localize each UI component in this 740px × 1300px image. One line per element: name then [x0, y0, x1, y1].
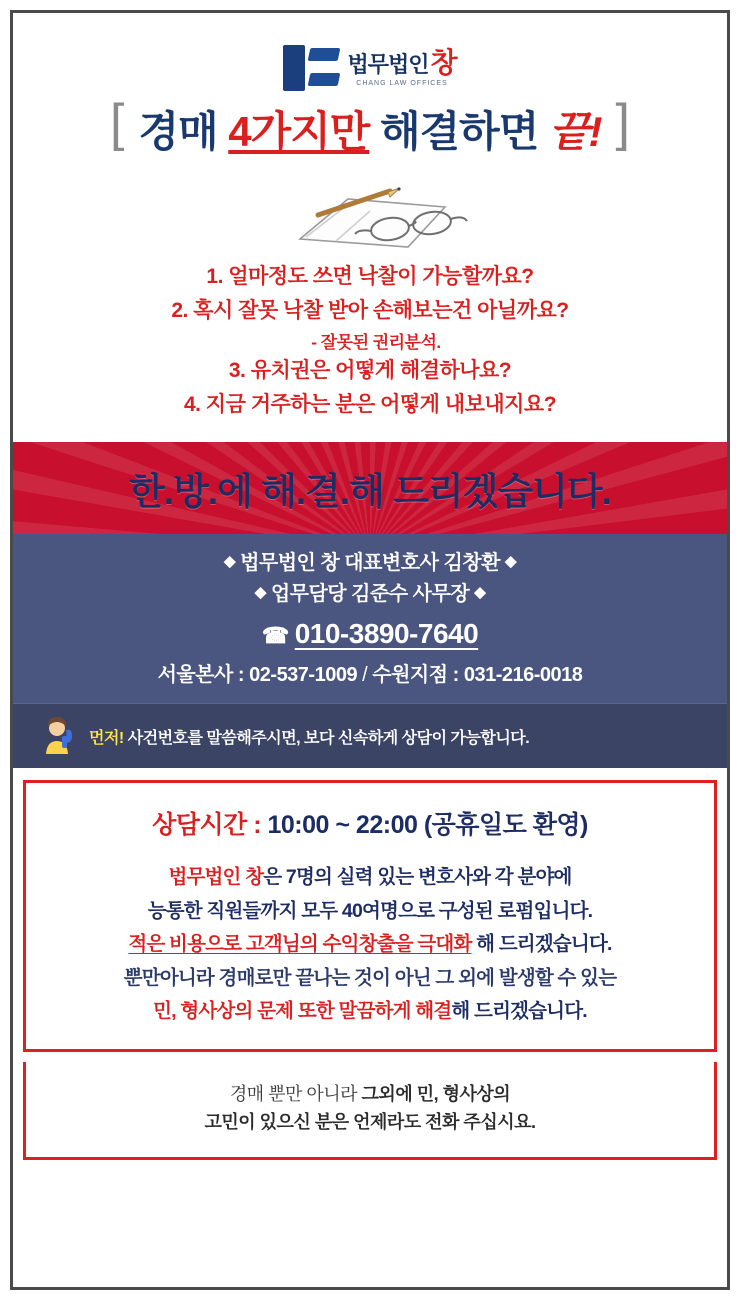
logo-area	[13, 13, 727, 93]
footer-line	[36, 1108, 704, 1137]
red-slogan-banner	[13, 442, 727, 534]
description-line	[36, 895, 704, 929]
question-item	[206, 261, 533, 293]
question-text: 지금 거주하는 분은 어떻게 내보내지요?	[205, 392, 557, 416]
footer-segment: 고민이 있으신 분은 언제라도 전화 주십시요.	[204, 1112, 536, 1133]
headline-part-4: 끝!	[548, 108, 602, 155]
notepad-glasses-icon	[240, 177, 500, 255]
logo-english-name: CHANG LAW OFFICES	[356, 80, 448, 87]
description-paragraph	[36, 861, 704, 1029]
question-number: 1.	[206, 265, 223, 288]
notice-emphasis: 먼저!	[89, 729, 124, 747]
diamond-icon: ◆	[254, 584, 266, 601]
question-text: 얼마정도 쓰면 낙찰이 가능할까요?	[228, 265, 534, 288]
contact-block	[13, 534, 727, 703]
question-number: 2.	[171, 298, 188, 322]
branch-separator: /	[357, 664, 373, 686]
primary-phone-number[interactable]	[13, 618, 727, 650]
suwon-office-label: 수원지점 :	[372, 664, 464, 686]
logo-korean-main: 법무법인	[347, 52, 429, 77]
description-line	[36, 928, 704, 962]
description-line	[36, 962, 704, 996]
footer-segment: 경매 뿐만 아니라	[229, 1083, 362, 1104]
description-segment: 은 7명의 실력 있는 변호사와 각 분야에	[263, 866, 572, 888]
bracket-right: ]	[615, 94, 630, 152]
logo-korean-accent: 창	[430, 47, 457, 78]
notice-body: 사건번호를 말씀해주시면, 보다 신속하게 상담이 가능합니다.	[123, 729, 530, 747]
telephone-icon: ☎	[261, 623, 289, 648]
poster-frame	[10, 10, 730, 1290]
notepad-glasses-illustration	[13, 177, 727, 255]
description-line	[36, 861, 704, 895]
consultation-label: 상담시간 :	[152, 811, 268, 839]
footer-line	[36, 1080, 704, 1109]
question-item	[171, 295, 568, 327]
consultation-hours	[36, 805, 704, 841]
consultation-hours-value: 10:00 ~ 22:00	[267, 811, 418, 839]
question-text: 유치권은 어떻게 해결하나요?	[250, 359, 512, 382]
headline-text	[138, 99, 601, 159]
diamond-icon: ◆	[474, 584, 486, 601]
question-list	[13, 261, 727, 420]
description-segment: 민, 형사상의 문제 또한 말끔하게 해결	[153, 1000, 452, 1023]
description-line	[36, 995, 704, 1029]
footer-segment-bold: 그외에 민, 형사상의	[361, 1083, 511, 1104]
logo-text	[347, 49, 456, 87]
logo-korean-name	[347, 49, 456, 77]
notice-strip	[13, 703, 727, 768]
diamond-icon: ◆	[504, 553, 517, 570]
headline-part-2: 4가지만	[228, 108, 370, 155]
consultation-note: (공휴일도 환영)	[417, 811, 588, 839]
headline	[13, 94, 727, 159]
description-segment: 해 드리겠습니다.	[451, 1000, 587, 1023]
bracket-left: [	[109, 94, 125, 152]
question-number: 3.	[228, 359, 246, 382]
question-item	[184, 389, 556, 421]
question-item	[229, 355, 511, 387]
question-subnote: - 잘못된 권리분석.	[311, 333, 441, 352]
description-segment: 뿐만아니라 경매로만 끝나는 것이 아닌 그 외에 발생할 수 있는	[123, 966, 617, 989]
description-segment: 법무법인 창	[168, 866, 264, 888]
notice-text	[89, 725, 529, 748]
company-logo	[283, 45, 456, 91]
diamond-icon: ◆	[223, 553, 236, 570]
headline-part-3: 해결하면	[369, 108, 549, 155]
slogan-text: 한.방.에 해.결.해 드리겠습니다.	[129, 471, 611, 512]
phone-operator-icon	[37, 716, 77, 756]
headline-part-1: 경매	[138, 108, 229, 155]
question-number: 4.	[183, 392, 201, 416]
manager-text: 업무담당 김준수 사무장	[270, 583, 470, 605]
main-info-box	[23, 780, 717, 1052]
primary-phone-text: 010-3890-7640	[294, 618, 479, 649]
seoul-office-phone: 02-537-1009	[249, 664, 358, 686]
contact-line-representative	[13, 548, 727, 579]
suwon-office-phone: 031-216-0018	[463, 664, 583, 686]
contact-line-manager	[13, 579, 727, 610]
logo-mark-icon	[283, 45, 339, 91]
seoul-office-label: 서울본사 :	[157, 664, 250, 686]
branch-phone-numbers[interactable]	[13, 658, 727, 687]
description-segment: 해 드리겠습니다.	[471, 933, 612, 956]
description-segment: 적은 비용으로 고객님의 수익창출을 극대화	[128, 933, 472, 956]
footer-box	[23, 1062, 717, 1161]
question-text: 혹시 잘못 낙찰 받아 손해보는건 아닐까요?	[193, 298, 569, 322]
representative-text: 법무법인 창 대표변호사 김창환	[240, 552, 500, 574]
description-segment: 능통한 직원들까지 모두 40여명으로 구성된 로펌입니다.	[147, 899, 593, 922]
